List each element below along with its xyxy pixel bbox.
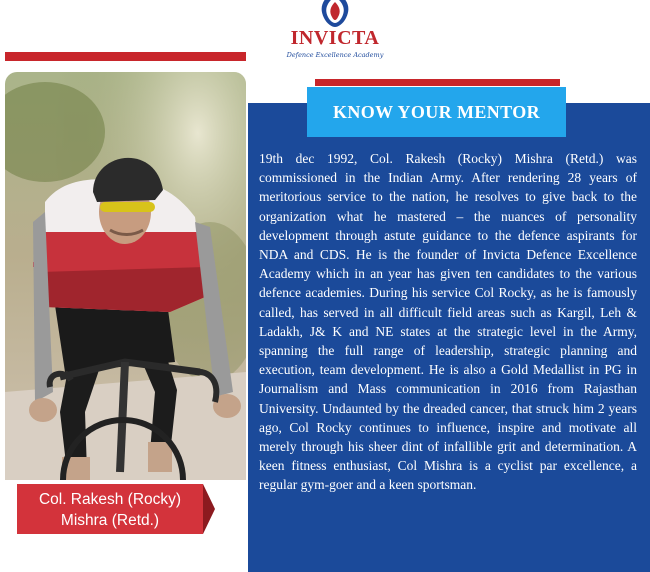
left-accent-bar — [5, 52, 246, 61]
invicta-logo — [280, 0, 390, 62]
caption-fold — [203, 484, 215, 534]
mentor-photo — [5, 72, 246, 480]
caption-line-2: Mishra (Retd.) — [60, 512, 160, 529]
caption-line-1: Col. Rakesh (Rocky) — [38, 491, 182, 508]
logo-name: INVICTA — [290, 27, 380, 49]
cyclist-photo — [5, 72, 246, 480]
section-heading: KNOW YOUR MENTOR — [307, 87, 566, 137]
mentor-name-caption — [17, 484, 203, 534]
flame-shield-icon — [316, 0, 354, 28]
logo-tagline: Defence Excellence Academy — [286, 51, 384, 59]
mentor-bio: 19th dec 1992, Col. Rakesh (Rocky) Mishra (Retd.) was commissioned in the Indian Army. After rendering 28 years of meritorious service to the nation, he resolves to give back to the organization what he mastered – the nuances of personality development through astute guidance to the defence aspirants for NDA and CDS. He is the founder of Invicta Defence Excellence Academy which in an year has given ten candidates to the various defence academies. During his service Col Rocky, as he is famously called, has served in all difficult field areas such as Kargil, Leh & Ladakh, J& K and NE states at the strategic level in the Army, spanning the full range of leadership, strategic planning and execution, team development. He is also a Gold Medallist in PG in Journalism and Mass communication in 2016 from Rajasthan University. Undaunted by the dreaded cancer, that struck him 2 years ago, Col Rocky continues to influence, inspire and motivate all merely through his sheer dint of infallible grit and determination. A keen fitness enthusiast, Col Mishra is a cyclist par excellence, a regular gym-goer and a keen sportsman. — [259, 151, 637, 493]
right-accent-bar — [315, 79, 560, 86]
